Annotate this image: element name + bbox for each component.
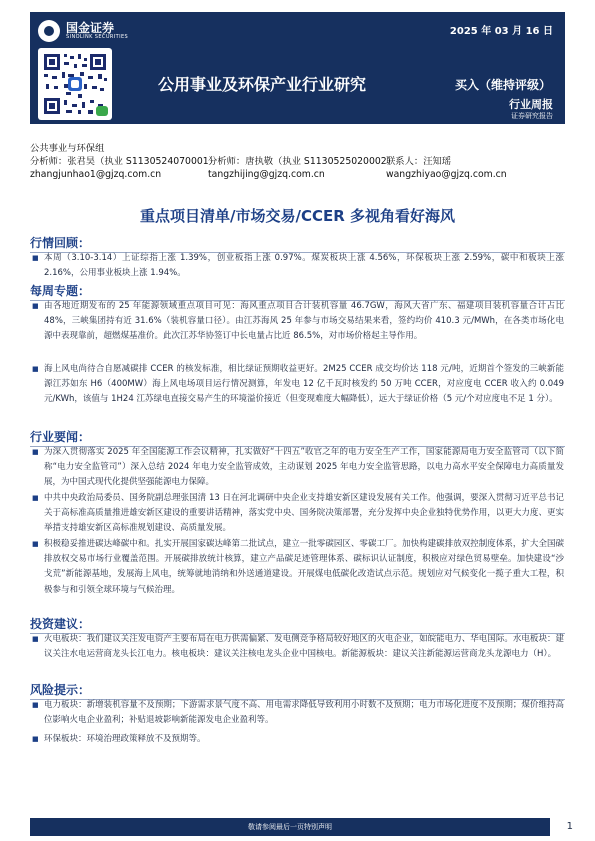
company-logo bbox=[38, 20, 128, 42]
section-industry-news: 行业要闻： bbox=[30, 428, 565, 447]
sector-label: 公共事业与环保组 bbox=[30, 143, 105, 154]
sinolink-logo-icon bbox=[38, 20, 60, 42]
analyst-1-email[interactable]: zhangjunhao1@gjzq.com.cn bbox=[30, 169, 162, 180]
analyst-1: 分析师：张君昊（执业 S1130524070001） bbox=[30, 156, 219, 167]
section-risk-warning: 风险提示： bbox=[30, 681, 565, 700]
paragraph-topic-2: ■ 海上风电尚待合自愿减碳排 CCER 的核发标准，相比绿证预期收益更好。2M25 CCER 成交均价达 118 元/吨，近期首个签发的三峡新能源江苏如东 H6（400MW）海上风电场项目运行情况测算，年发电 12 亿千瓦时核发约 50 万吨 CCER，对应度电 CCER 收入约 0.049 元/KWh，该值与 1H24 江苏绿电直接交易产生的环境溢价接近（但变现难度大幅降低），远大于绿证价格（5 元/个对应度电不足 1 分）。 bbox=[44, 362, 564, 408]
analyst-2: 分析师：唐执敬（执业 S1130525020002） bbox=[208, 156, 397, 167]
section-market-review: 行情回顾： bbox=[30, 234, 565, 253]
analyst-info bbox=[30, 142, 565, 181]
section-investment-advice: 投资建议： bbox=[30, 615, 565, 634]
analyst-2-email[interactable]: tangzhijing@gjzq.com.cn bbox=[208, 169, 325, 180]
report-headline: 重点项目清单/市场交易/CCER 多视角看好海风 bbox=[140, 207, 455, 225]
paragraph-news-3: ■ 积极稳妥推进碳达峰碳中和。扎实开展国家碳达峰第二批试点，建立一批零碳园区、零碳工厂。加快构建碳排放双控制度体系，扩大全国碳排放权交易市场行业覆盖范围。开展碳排放统计核算，建立产品碳足迹管理体系、碳标识认证制度，积极应对绿色贸易壁垒。加快建设“沙戈荒”新能源基地，发展海上风电，统筹就地消纳和外送通道建设。开展煤电低碳化改造试点示范。规划应对气候变化一揽子重大工程，积极参与和引领全球环境与气候治理。 bbox=[44, 537, 564, 598]
disclaimer-note: 敬请参阅最后一页特别声明 bbox=[30, 818, 550, 836]
paragraph-advice: ■ 火电板块：我们建议关注发电资产主要布局在电力供需偏紧、发电侧竞争格局较好地区的火电企业，如皖能电力、华电国际。水电板块：建议关注水电运营商龙头长江电力。核电板块：建议关注核电龙头企业中国核电。新能源板块：建议关注新能源运营商龙头龙源电力（H）。 bbox=[44, 632, 564, 662]
contact-email[interactable]: wangzhiyao@gjzq.com.cn bbox=[386, 169, 507, 180]
report-type: 行业周报 bbox=[509, 98, 553, 111]
paragraph-news-2: ■ 中共中央政治局委员、国务院副总理张国清 13 日在河北调研中央企业支持雄安新区建设发展有关工作。他强调，要深入贯彻习近平总书记关于高标准高质量推进雄安新区建设的重要讲话精神，落实党中央、国务院决策部署，充分发挥中央企业独特优势作用，以更大力度、更实举措支持雄安新区高标准规划建设、高质量发展。 bbox=[44, 491, 564, 537]
investment-rating: 买入（维持评级） bbox=[454, 78, 551, 92]
paragraph-news-1: ■ 为深入贯彻落实 2025 年全国能源工作会议精神，扎实做好“十四五”收官之年的电力安全生产工作，国家能源局电力安全监管司（以下简称“电力安全监管司”）深入总结 2024 年电力安全监管成效，主动谋划 2025 年电力安全监管思路，以电力高水平安全保障电力高质量发展，为中国式现代化提供坚强能源电力保障。 bbox=[44, 445, 564, 491]
report-title: 公用事业及环保产业行业研究 bbox=[158, 75, 367, 94]
paragraph-review: ■ 本周（3.10-3.14）上证综指上涨 1.39%，创业板指上涨 0.97%。煤炭板块上涨 4.56%，环保板块上涨 2.59%，碳中和板块上涨 2.16%，公用事业板块上涨 1.94%。 bbox=[44, 251, 564, 281]
header-banner bbox=[30, 12, 565, 124]
paragraph-topic-1: ■ 由各地近期发布的 25 年能源领域重点项目可见：海风重点项目合计装机容量 46.7GW，海风大省广东、福建项目装机容量合计占比 48%，三峡集团持有近 31.6%（装机容量口径）。由江苏海风 25 年参与市场交易结果来看，签约均价 410.3 元/MWh，在各类市场化电源中表现靠前，超燃煤基准价。此次江苏华协签订中长电量占比近 86.5%，对市场价格起主导作用。 bbox=[44, 299, 564, 345]
report-subtype: 证券研究报告 bbox=[511, 112, 553, 120]
logo-name-cn: 国金证券 bbox=[66, 21, 115, 36]
page-footer bbox=[0, 818, 595, 836]
page-number: 1 bbox=[566, 821, 573, 832]
paragraph-risk-1: ■ 电力板块：新增装机容量不及预期；下游需求景气度不高、用电需求降低导致利用小时数不及预期；电力市场化进度不及预期；煤价维持高位影响火电企业盈利；补贴退坡影响新能源发电企业盈利等。 bbox=[44, 698, 564, 728]
section-weekly-topic: 每周专题： bbox=[30, 282, 565, 301]
report-date: 2025 年 03 月 16 日 bbox=[449, 26, 553, 37]
logo-name-en: SINOLINK SECURITIES bbox=[66, 33, 129, 40]
contact-person: 联系人：汪知瑶 bbox=[386, 156, 452, 167]
paragraph-risk-2: ■ 环保板块：环境治理政策释放不及预期等。 bbox=[44, 732, 564, 747]
qr-code-icon bbox=[38, 48, 112, 120]
